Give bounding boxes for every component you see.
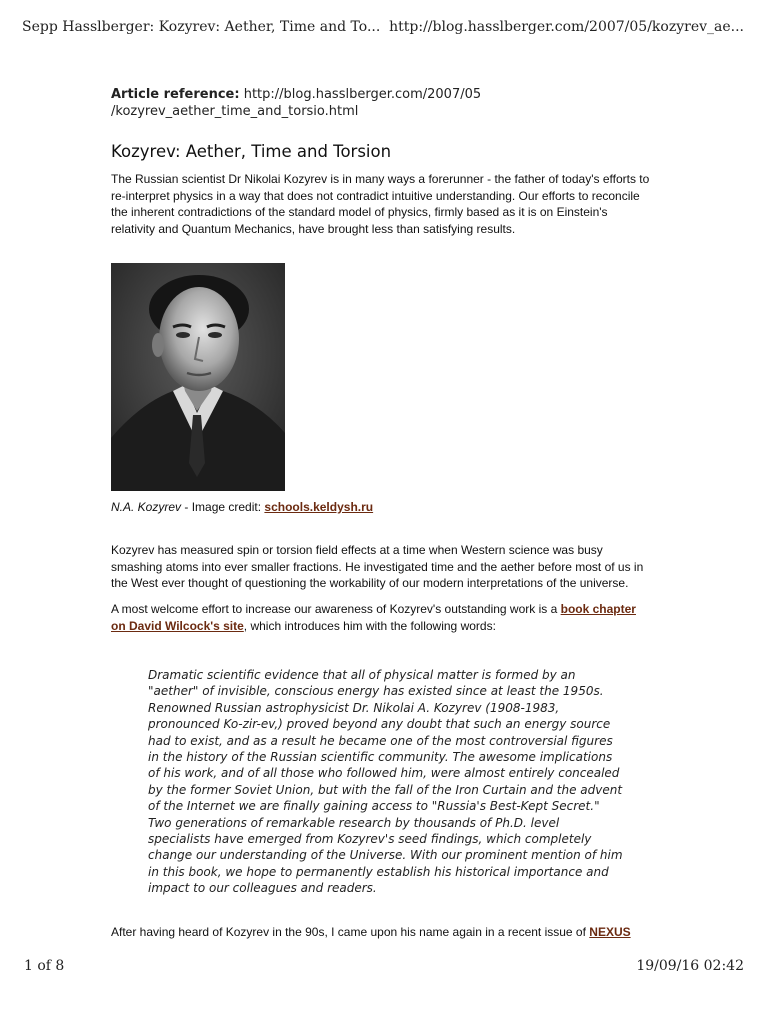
image-credit-link[interactable]: schools.keldysh.ru	[264, 500, 374, 514]
reference-url-line2: /kozyrev_aether_time_and_torsio.html	[111, 104, 359, 119]
book-chapter-link[interactable]: book chapter on David Wilcock's site	[111, 602, 636, 633]
header-page-title: Sepp Hasslberger: Kozyrev: Aether, Time and To...	[22, 19, 381, 35]
page-number: 1 of 8	[24, 958, 65, 974]
paragraph4-text: After having heard of Kozyrev in the 90s, I came upon his name again in a recent issue of	[111, 925, 590, 939]
paragraph3-text-before: A most welcome effort to increase our awareness of Kozyrev's outstanding work is a	[111, 602, 561, 616]
caption-text: - Image credit:	[181, 500, 265, 514]
kozyrev-portrait-image	[111, 263, 285, 491]
paragraph-torsion: Kozyrev has measured spin or torsion field effects at a time when Western science was busy smashing atoms into ever smaller fractions. He investigated time and the aether before most of us in the West ever thought of questioning the workability of our modern interpretations of the universe.	[111, 543, 644, 590]
paragraph-nexus	[111, 924, 651, 941]
article-reference	[111, 86, 651, 120]
image-caption	[111, 500, 373, 514]
nexus-link[interactable]: NEXUS	[589, 925, 631, 939]
caption-name: N.A. Kozyrev	[111, 500, 182, 514]
blockquote: Dramatic scientific evidence that all of physical matter is formed by an "aether" of invisible, conscious energy has existed since at least the 1950s. Renowned Russian astrophysicist Dr. Nikolai A. Kozyrev (1908-1983, pronounced Ko-zir-ev,) proved beyond any doubt that such an energy source had to exist, and as a result he became one of the most controversial figures in the history of the Russian scientific community. The awesome implications of his work, and of all those who followed him, were almost entirely concealed by the former Soviet Union, but with the fall of the Iron Curtain and the advent of the Internet we are finally gaining access to "Russia's Best-Kept Secret." Two generations of remarkable research by thousands of Ph.D. level specialists have emerged from Kozyrev's seed findings, which completely change our understanding of the Universe. With our prominent mention of him in this book, we hope to permanently establish his historical importance and impact to our colleagues and readers.	[148, 668, 623, 896]
reference-label: Article reference:	[111, 87, 240, 102]
intro-paragraph: The Russian scientist Dr Nikolai Kozyrev is in many ways a forerunner - the father of today's efforts to re-interpret physics in a way that does not contradict intuitive understanding. Our efforts to reconcile the inherent contradictions of the standard model of physics, firmly based as it is on Einstein's relativity and Quantum Mechanics, have brought less than satisfying results.	[111, 172, 650, 236]
paragraph-wilcock	[111, 601, 651, 634]
print-datetime: 19/09/16 02:42	[636, 958, 744, 974]
reference-url-line1: http://blog.hasslberger.com/2007/05	[243, 87, 482, 102]
article-content	[111, 86, 651, 939]
header-url: http://blog.hasslberger.com/2007/05/kozyrev_ae...	[389, 19, 744, 35]
article-title: Kozyrev: Aether, Time and Torsion	[111, 142, 392, 161]
paragraph3-text-after: , which introduces him with the following words:	[243, 618, 496, 633]
